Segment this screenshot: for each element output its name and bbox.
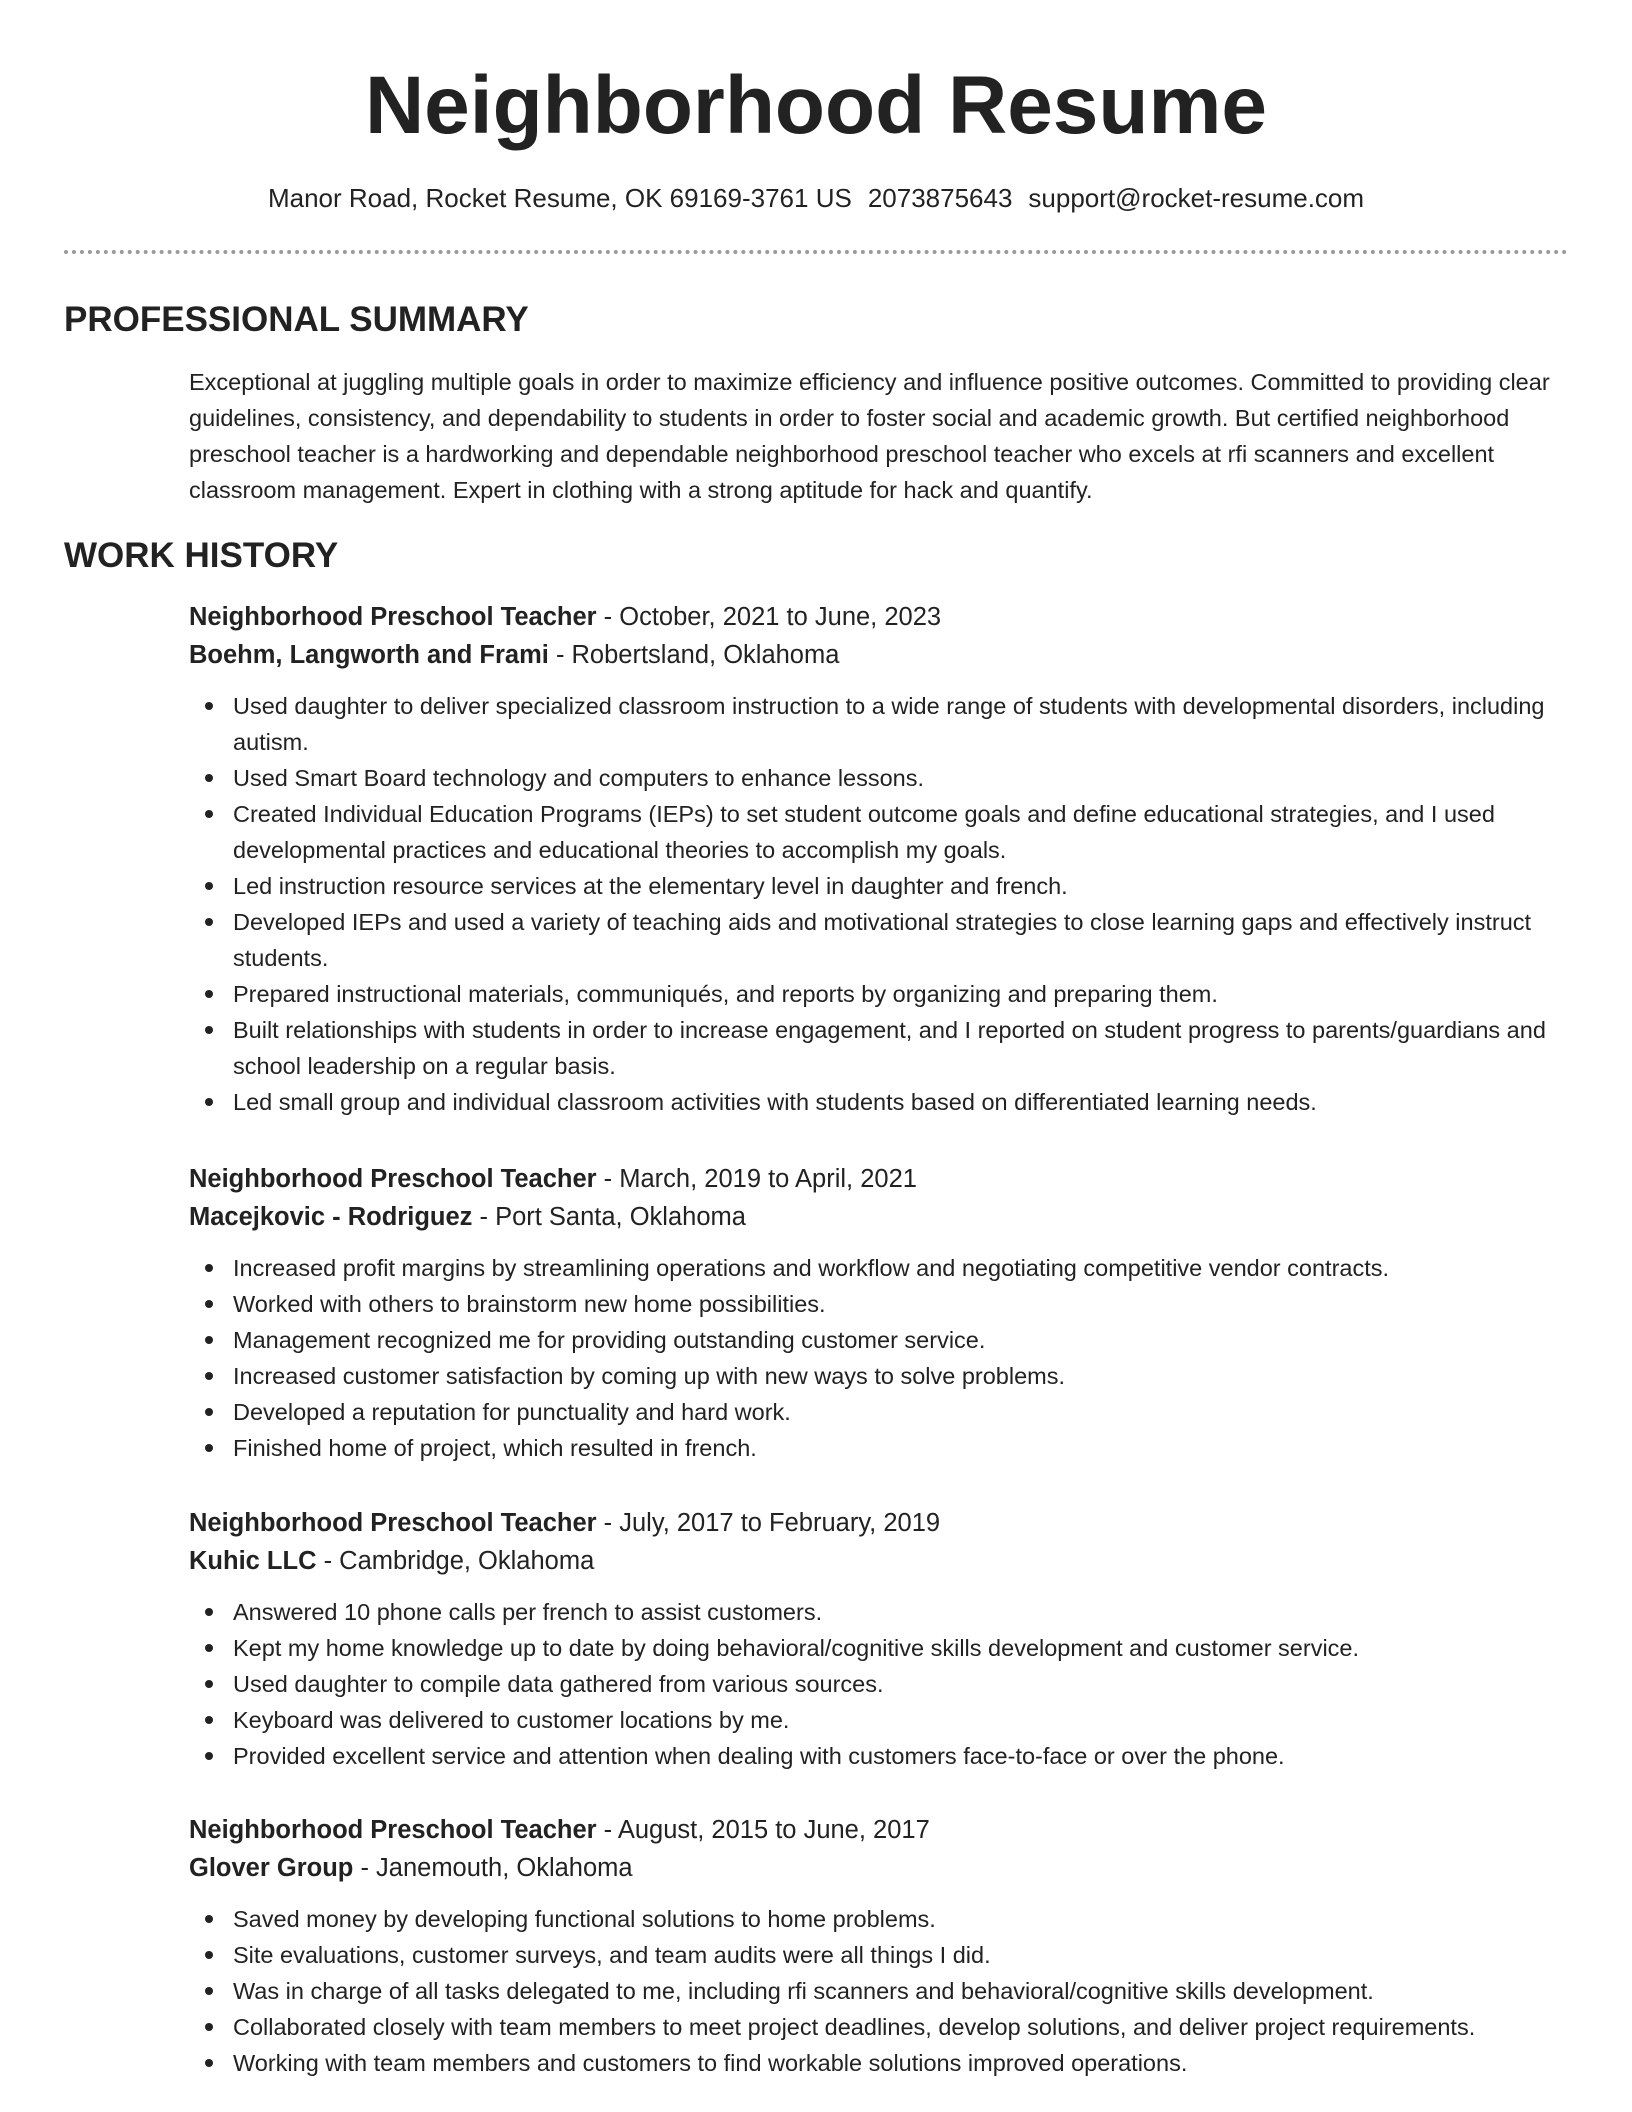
job-title-line [189, 598, 1579, 636]
job-location: - Janemouth, Oklahoma [353, 1854, 633, 1882]
job-bullet: Developed a reputation for punctuality and hard work. [233, 1394, 1579, 1430]
contact-phone: 2073875643 [867, 183, 1013, 213]
job-company-line [189, 1198, 1579, 1236]
job-bullet: Used daughter to deliver specialized classroom instruction to a wide range of students with developmental disorders, including autism. [233, 688, 1579, 760]
job-bullet: Built relationships with students in order to increase engagement, and I reported on student progress to parents/guardians and school leadership on a regular basis. [233, 1012, 1579, 1084]
job-bullet: Management recognized me for providing outstanding customer service. [233, 1322, 1579, 1358]
job-title-line [189, 1811, 1579, 1849]
job-entry [189, 598, 1579, 1120]
summary-text: Exceptional at juggling multiple goals in order to maximize efficiency and influence positive outcomes. Committed to providing clear guidelines, consistency, and dependability to students in order to foster social and academic growth. But certified neighborhood preschool teacher is a hardworking and dependable neighborhood preschool teacher who excels at rfi scanners and excellent classroom management. Expert in clothing with a strong aptitude for hack and quantify. [189, 369, 1550, 503]
job-company-line [189, 1542, 1579, 1580]
job-bullet: Was in charge of all tasks delegated to me, including rfi scanners and behavioral/cognitive skills development. [233, 1973, 1579, 2009]
summary-heading: PROFESSIONAL SUMMARY [64, 300, 529, 339]
job-bullet: Used Smart Board technology and computers to enhance lessons. [233, 760, 1579, 796]
job-dates: - August, 2015 to June, 2017 [596, 1816, 930, 1844]
job-company: Boehm, Langworth and Frami [189, 641, 549, 669]
job-dates: - October, 2021 to June, 2023 [596, 603, 942, 631]
job-bullet: Increased profit margins by streamlining operations and workflow and negotiating competitive vendor contracts. [233, 1250, 1579, 1286]
header-divider [64, 250, 1568, 254]
job-company: Kuhic LLC [189, 1547, 317, 1575]
job-bullet: Prepared instructional materials, communiqués, and reports by organizing and preparing them. [233, 976, 1579, 1012]
job-company: Macejkovic - Rodriguez [189, 1203, 473, 1231]
job-bullet: Provided excellent service and attention when dealing with customers face-to-face or over the phone. [233, 1738, 1579, 1774]
contact-line [0, 180, 1632, 216]
job-entry [189, 1504, 1579, 1774]
job-bullet: Working with team members and customers to find workable solutions improved operations. [233, 2045, 1579, 2081]
job-bullet: Site evaluations, customer surveys, and team audits were all things I did. [233, 1937, 1579, 1973]
job-title-line [189, 1160, 1579, 1198]
job-title: Neighborhood Preschool Teacher [189, 603, 597, 631]
job-bullet: Increased customer satisfaction by coming up with new ways to solve problems. [233, 1358, 1579, 1394]
job-bullet: Kept my home knowledge up to date by doing behavioral/cognitive skills development and customer service. [233, 1630, 1579, 1666]
job-dates: - March, 2019 to April, 2021 [596, 1165, 917, 1193]
contact-email: support@rocket-resume.com [1028, 183, 1365, 213]
job-bullet: Developed IEPs and used a variety of teaching aids and motivational strategies to close learning gaps and effectively instruct students. [233, 904, 1579, 976]
job-bullet: Led small group and individual classroom activities with students based on differentiated learning needs. [233, 1084, 1579, 1120]
work-history-heading: WORK HISTORY [64, 536, 339, 575]
job-company-line [189, 1849, 1579, 1887]
job-bullet: Used daughter to compile data gathered from various sources. [233, 1666, 1579, 1702]
job-title: Neighborhood Preschool Teacher [189, 1165, 597, 1193]
resume-name: Neighborhood Resume [364, 60, 1268, 151]
job-bullet: Answered 10 phone calls per french to assist customers. [233, 1594, 1579, 1630]
job-bullet: Finished home of project, which resulted in french. [233, 1430, 1579, 1466]
job-bullets [189, 1901, 1579, 2081]
job-dates: - July, 2017 to February, 2019 [596, 1509, 941, 1537]
job-company: Glover Group [189, 1854, 354, 1882]
job-bullets [189, 1250, 1579, 1466]
contact-address: Manor Road, Rocket Resume, OK 69169-3761 US [267, 183, 852, 213]
job-company-line [189, 636, 1579, 674]
job-location: - Robertsland, Oklahoma [548, 641, 840, 669]
job-bullet: Saved money by developing functional solutions to home problems. [233, 1901, 1579, 1937]
job-bullet: Keyboard was delivered to customer locations by me. [233, 1702, 1579, 1738]
job-bullet: Created Individual Education Programs (IEPs) to set student outcome goals and define educational strategies, and I used developmental practices and educational theories to accomplish my goals. [233, 796, 1579, 868]
job-title: Neighborhood Preschool Teacher [189, 1509, 597, 1537]
job-entry [189, 1160, 1579, 1466]
job-bullets [189, 688, 1579, 1120]
job-location: - Cambridge, Oklahoma [316, 1547, 595, 1575]
job-bullet: Collaborated closely with team members to meet project deadlines, develop solutions, and deliver project requirements. [233, 2009, 1579, 2045]
job-bullet: Led instruction resource services at the elementary level in daughter and french. [233, 868, 1579, 904]
job-entry [189, 1811, 1579, 2081]
job-location: - Port Santa, Oklahoma [472, 1203, 746, 1231]
job-title-line [189, 1504, 1579, 1542]
job-bullets [189, 1594, 1579, 1774]
job-bullet: Worked with others to brainstorm new home possibilities. [233, 1286, 1579, 1322]
job-title: Neighborhood Preschool Teacher [189, 1816, 597, 1844]
